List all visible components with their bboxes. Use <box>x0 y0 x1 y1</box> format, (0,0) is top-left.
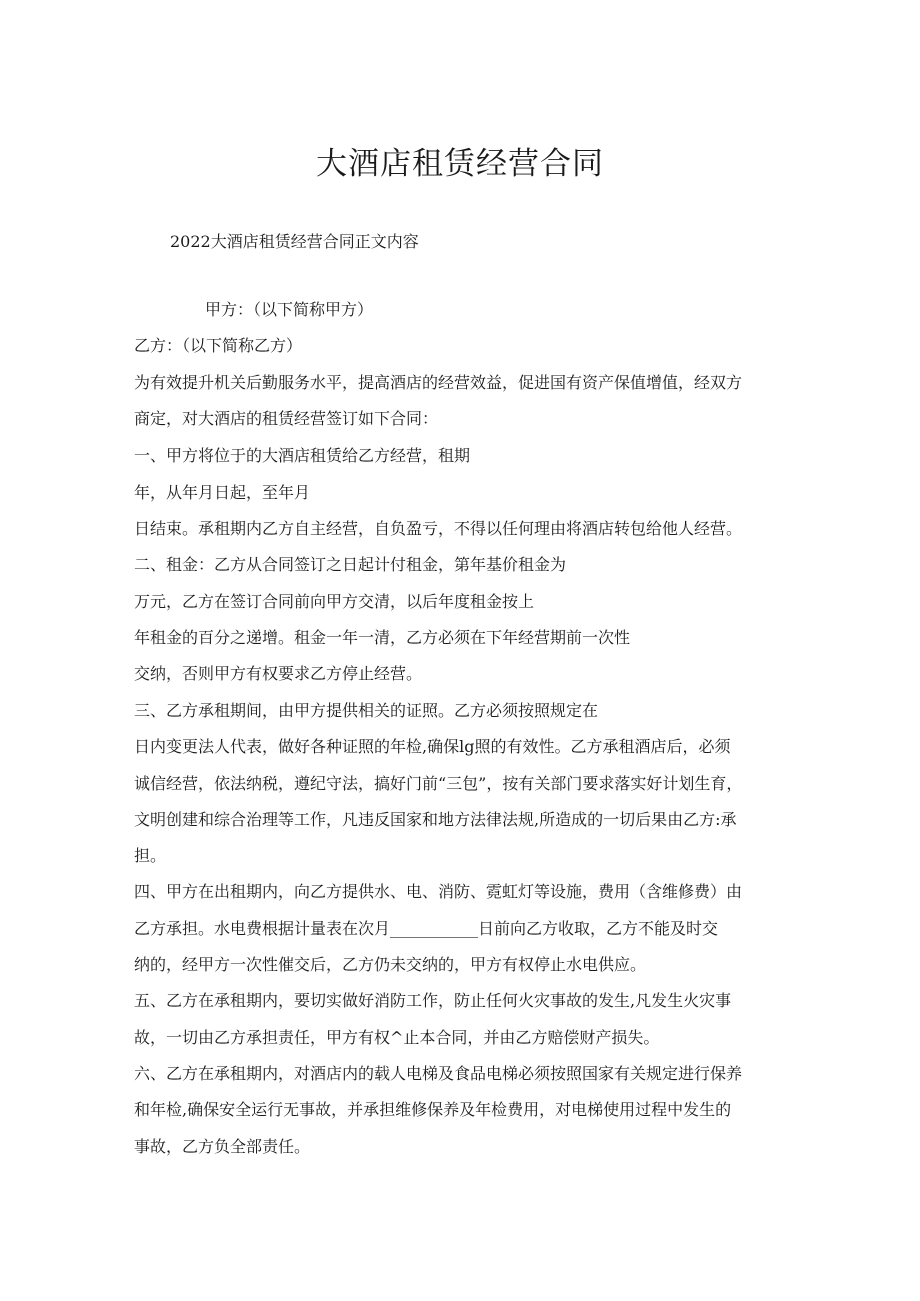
body-line: 文明创建和综合治理等工作，凡违反国家和地方法律法规,所造成的一切后果由乙方:承 <box>134 810 737 829</box>
party-a-line: 甲方：（以下简称甲方） <box>205 300 374 319</box>
party-b-line: 乙方：（以下简称乙方） <box>134 336 303 355</box>
body-line: 商定，对大酒店的租赁经营签订如下合同： <box>134 409 439 428</box>
body-line: 为有效提升机关后勤服务水平，提高酒店的经营效益，促进国有资产保值增值，经双方 <box>134 373 743 392</box>
clause-1-line: 一、甲方将位于的大酒店租赁给乙方经营，租期 <box>134 446 471 465</box>
body-line: 年，从年月日起，至年月 <box>134 483 311 502</box>
body-line: 万元，乙方在签订合同前向甲方交清，以后年度租金按上 <box>134 592 535 611</box>
clause-5-line: 五、乙方在承租期内，要切实做好消防工作，防止任何火灾事故的发生,凡发生火灾事 <box>134 991 732 1010</box>
body-line: 日结束。承租期内乙方自主经营，自负盈亏，不得以任何理由将酒店转包给他人经营。 <box>134 519 743 538</box>
clause-6-line: 六、乙方在承租期内，对酒店内的载人电梯及食品电梯必须按照国家有关规定进行保养 <box>134 1064 743 1083</box>
body-line: 担。 <box>134 846 167 865</box>
clause-4-line: 四、甲方在出租期内，向乙方提供水、电、消防、霓虹灯等设施，费用（含维修费）由 <box>134 882 743 901</box>
body-line: 乙方承担。水电费根据计量表在次月___________日前向乙方收取，乙方不能及时交 <box>134 919 719 938</box>
clause-3-line: 三、乙方承租期间，由甲方提供相关的证照。乙方必须按照规定在 <box>134 701 599 720</box>
body-line: 故，一切由乙方承担责任，甲方有权^止本合同，并由乙方赔偿财产损失。 <box>134 1028 660 1047</box>
body-line: 纳的，经甲方一次性催交后，乙方仍未交纳的，甲方有权停止水电供应。 <box>134 955 647 974</box>
body-line: 诚信经营，依法纳税，遵纪守法，搞好门前“三包”，按有关部门要求落实好计划生育， <box>134 774 743 793</box>
document-title: 大酒店租赁经营合同 <box>316 146 604 182</box>
document-subtitle: 2022大酒店租赁经营合同正文内容 <box>170 232 419 251</box>
body-line: 日内变更法人代表，做好各种证照的年检,确保lg照的有效性。乙方承租酒店后，必须 <box>134 737 731 756</box>
body-line: 年租金的百分之递增。租金一年一清，乙方必须在下年经营期前一次性 <box>134 628 631 647</box>
clause-2-line: 二、租金：乙方从合同签订之日起计付租金，第年基价租金为 <box>134 555 567 574</box>
body-line: 和年检,确保安全运行无事故，并承担维修保养及年检费用，对电梯使用过程中发生的 <box>134 1100 732 1119</box>
body-line: 交纳，否则甲方有权要求乙方停止经营。 <box>134 664 423 683</box>
body-line: 事故，乙方负全部责任。 <box>134 1137 311 1156</box>
